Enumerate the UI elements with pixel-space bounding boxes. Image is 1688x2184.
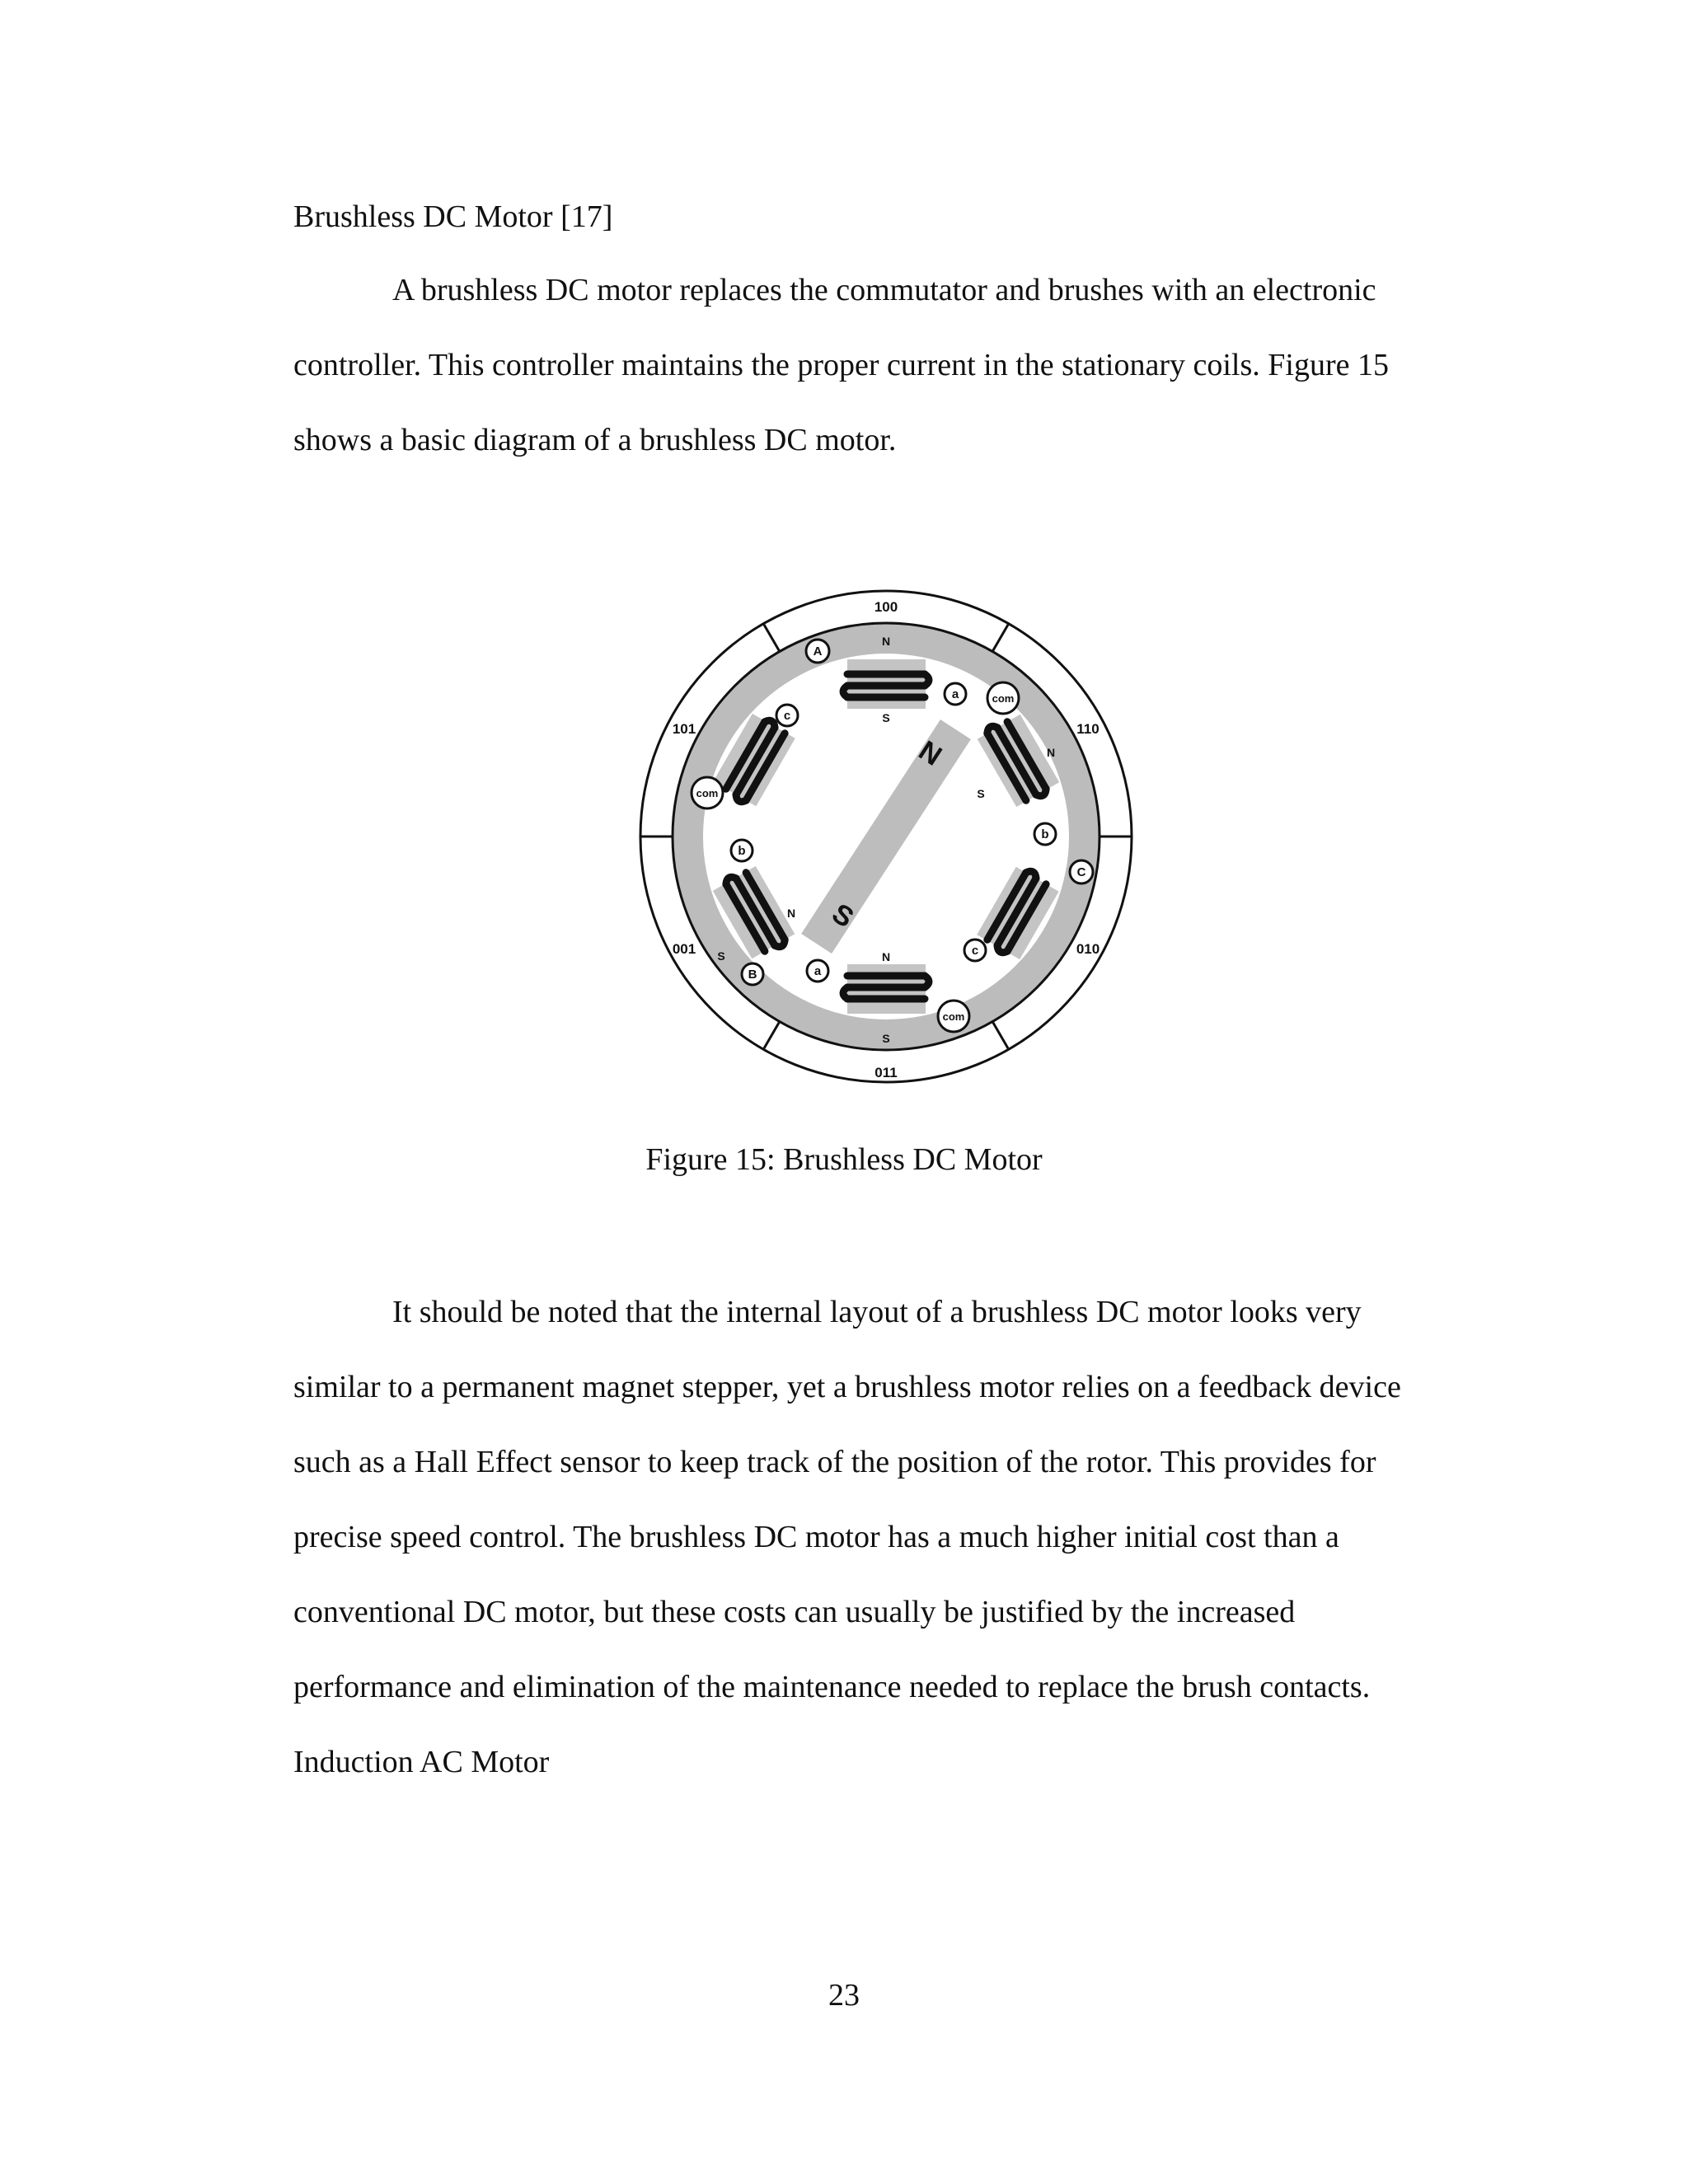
pole-label: N — [1046, 746, 1056, 759]
body-paragraph: It should be noted that the internal layout of a brushless DC motor looks very similar to a permanent magnet stepper, yet a brushless motor relies on a feedback device such as a Hall Effect sensor to keep track of the position of the rotor. This provides for precise speed control. The brushless DC motor has a much higher initial cost than a conventional DC motor, but these costs can usually be justified by the increased performance and elimination of the maintenance needed to replace the brush contacts. — [293, 1295, 1401, 1704]
terminal-label: c — [783, 709, 791, 723]
sector-code: 010 — [1076, 941, 1100, 957]
terminal-label: a — [951, 687, 959, 701]
terminal-label: C — [1076, 865, 1086, 879]
terminal-label: a — [814, 964, 822, 978]
pole-label: S — [977, 787, 985, 800]
section-heading: Induction AC Motor — [293, 1745, 550, 1779]
section-heading: Brushless DC Motor [17] — [293, 199, 613, 234]
pole-label: N — [881, 950, 891, 963]
page-number: 23 — [828, 1978, 860, 2013]
terminal-label: com — [942, 1010, 965, 1023]
terminal-label: b — [1041, 827, 1049, 841]
pole-label: N — [881, 635, 891, 648]
pole-label: S — [882, 1032, 890, 1045]
coil-bottom — [843, 976, 929, 999]
sector-code: 110 — [1076, 721, 1100, 737]
terminal-label: c — [971, 944, 979, 958]
sector-code: 100 — [874, 599, 898, 615]
pole-label: S — [882, 711, 890, 724]
brushless-motor-diagram — [635, 585, 1137, 1088]
sector-code: 011 — [874, 1065, 898, 1080]
figure-caption: Figure 15: Brushless DC Motor — [645, 1142, 1043, 1177]
sector-code: 001 — [672, 941, 696, 957]
sector-code: 101 — [672, 721, 696, 737]
rotor-north-label: N — [912, 734, 948, 772]
rotor-south-label: S — [826, 898, 860, 935]
pole-label: N — [786, 907, 796, 920]
terminal-label: b — [738, 844, 746, 858]
pole-label: S — [717, 949, 725, 963]
terminal-label: B — [748, 968, 757, 982]
terminal-label: com — [696, 787, 719, 799]
terminal-label: A — [813, 644, 823, 658]
coil-top — [843, 674, 929, 697]
terminal-label: com — [992, 692, 1015, 705]
body-paragraph: A brushless DC motor replaces the commutator and brushes with an electronic controller. This controller maintains the proper current in the stationary coils. Figure 15 shows a basic diagram of a brushless DC motor. — [293, 273, 1389, 457]
